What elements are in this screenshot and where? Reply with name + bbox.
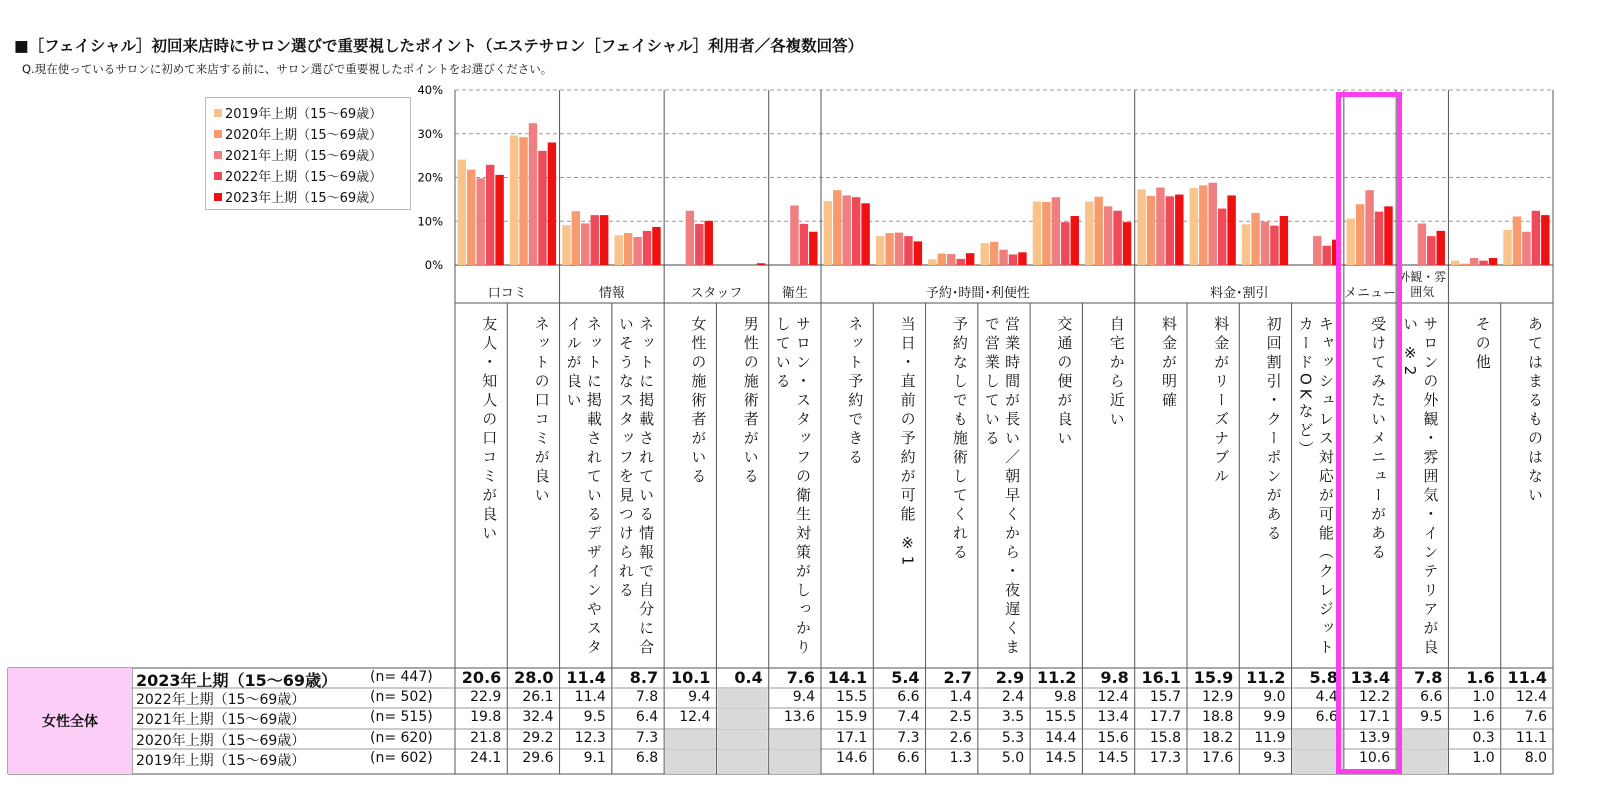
table-cell: 29.6 — [522, 750, 554, 766]
bar — [1384, 206, 1392, 265]
table-cell: 15.5 — [1045, 709, 1077, 725]
table-cell: 9.3 — [1263, 750, 1286, 766]
bar — [914, 241, 922, 265]
table-cell: 7.8 — [635, 689, 659, 705]
bar — [495, 175, 503, 265]
table-cell: 32.4 — [522, 709, 554, 725]
table-cell: 13.9 — [1358, 730, 1391, 746]
table-cell: 1.4 — [949, 689, 972, 705]
table-cell: 14.6 — [836, 750, 868, 766]
bar — [1147, 196, 1155, 265]
table-cell: 15.9 — [836, 709, 868, 725]
table-cell: 2.4 — [1001, 689, 1025, 705]
table-cell: 11.2 — [1246, 668, 1286, 687]
bar — [824, 201, 832, 265]
table-cell: 0.3 — [1472, 730, 1495, 746]
table-cell: 12.4 — [679, 709, 711, 725]
category-label: あてはまるものはない — [1525, 316, 1544, 506]
table-cell: 9.4 — [688, 689, 711, 705]
bar — [1251, 213, 1259, 265]
bar — [1052, 197, 1060, 265]
na-cell — [717, 730, 767, 749]
legend-label: 2019年上期（15～69歳） — [225, 107, 383, 122]
table-cell: 12.4 — [1515, 689, 1547, 705]
bar — [581, 223, 589, 265]
bar — [1532, 211, 1540, 265]
table-cell: 14.4 — [1045, 730, 1077, 746]
bar — [548, 143, 556, 266]
table-cell: 12.2 — [1358, 689, 1391, 705]
page-title: ■［フェイシャル］初回来店時にサロン選びで重要視したポイント（エステサロン［フェイシャル］利用者／各複数回答） — [14, 37, 864, 55]
bar — [695, 224, 703, 265]
legend-swatch — [214, 172, 222, 180]
bar — [1451, 261, 1459, 265]
table-cell: 11.4 — [566, 668, 606, 687]
table-cell: 7.3 — [897, 730, 920, 746]
category-label: ネットに掲載されている情報で自分に合いそうなスタッフを見つけられる — [616, 316, 656, 658]
table-cell: 0.4 — [734, 668, 763, 687]
bar — [1375, 212, 1383, 265]
table-cell: 5.8 — [1309, 668, 1338, 687]
bar — [538, 151, 546, 265]
legend-label: 2023年上期（15～69歳） — [225, 191, 383, 206]
bar — [486, 165, 494, 265]
bar — [1227, 195, 1235, 265]
table-cell: 12.3 — [574, 730, 606, 746]
table-cell: 12.9 — [1202, 689, 1234, 705]
bar — [467, 170, 475, 265]
table-row-label: 2023年上期（15～69歳） — [136, 671, 338, 690]
bar — [1137, 189, 1145, 265]
bar — [1437, 231, 1445, 265]
bar — [938, 254, 946, 265]
y-tick-label: 20% — [417, 170, 443, 185]
table-row-label: 2021年上期（15～69歳） — [136, 712, 306, 728]
table-row-label: 2019年上期（15～69歳） — [136, 753, 306, 769]
bar — [1042, 202, 1050, 265]
table-cell: 18.8 — [1202, 709, 1234, 725]
table-cell: 26.1 — [522, 689, 554, 705]
table-cell: 6.6 — [897, 689, 920, 705]
group-label: 料金･割引 — [1210, 286, 1269, 301]
table-cell: 5.0 — [1001, 750, 1025, 766]
category-label: 初回割引・クーポンがある — [1264, 316, 1283, 544]
table-cell: 9.8 — [1100, 668, 1129, 687]
na-cell — [770, 730, 820, 749]
bar — [458, 160, 466, 265]
bar — [633, 237, 641, 265]
na-cell — [717, 709, 767, 729]
table-cell: 1.3 — [949, 750, 972, 766]
bar — [643, 231, 651, 265]
table-cell: 7.4 — [897, 709, 920, 725]
table-cell: 6.8 — [635, 750, 659, 766]
bar — [1280, 216, 1288, 265]
bar — [614, 235, 622, 265]
table-cell: 7.8 — [1414, 668, 1443, 687]
table-cell: 6.6 — [1420, 689, 1443, 705]
bar — [1460, 264, 1468, 265]
bar — [1071, 216, 1079, 265]
na-cell — [665, 730, 715, 749]
table-cell: 15.6 — [1097, 730, 1129, 746]
table-cell: 13.4 — [1097, 709, 1129, 725]
bar — [1489, 258, 1497, 265]
bar — [1479, 261, 1487, 265]
bar — [591, 215, 599, 265]
table-cell: 9.5 — [583, 709, 606, 725]
bar — [966, 253, 974, 265]
group-label: 予約･時間･利便性 — [925, 286, 1030, 301]
legend-item — [214, 123, 410, 144]
table-cell: 1.6 — [1466, 668, 1495, 687]
bar — [790, 206, 798, 266]
bar — [852, 197, 860, 265]
table-cell: 19.8 — [470, 709, 502, 725]
table-cell: 17.7 — [1149, 709, 1181, 725]
bar — [510, 136, 518, 266]
group-label: スタッフ — [690, 286, 743, 301]
table-cell: 9.4 — [792, 689, 815, 705]
bar — [1503, 230, 1511, 265]
table-cell: 18.2 — [1202, 730, 1234, 746]
table-cell: 22.9 — [470, 689, 502, 705]
legend — [205, 97, 411, 210]
bar — [1104, 206, 1112, 265]
na-cell — [717, 689, 767, 708]
bar — [843, 195, 851, 265]
category-label: 当日・直前の予約が可能 ※1 — [898, 316, 917, 570]
table-cell: 9.5 — [1420, 709, 1443, 725]
table-cell: 3.5 — [1001, 709, 1025, 725]
table-cell: 14.5 — [1097, 750, 1129, 766]
table-row-n: (n= 502) — [370, 689, 433, 705]
bar — [904, 236, 912, 265]
table-cell: 13.4 — [1350, 668, 1391, 687]
category-label: キャッシュレス対応が可能（クレジットカードOKなど） — [1296, 316, 1335, 658]
legend-item — [214, 102, 410, 123]
table-cell: 9.0 — [1263, 689, 1286, 705]
bar — [477, 178, 485, 265]
bar — [572, 211, 580, 265]
bar — [1323, 246, 1331, 265]
na-cell — [665, 750, 715, 774]
table-cell: 15.5 — [836, 689, 868, 705]
category-label: 予約なしでも施術してくれる — [950, 316, 969, 563]
legend-swatch — [214, 193, 222, 201]
legend-swatch — [214, 130, 222, 138]
bar — [980, 243, 988, 265]
table-cell: 2.6 — [949, 730, 972, 746]
table-cell: 1.0 — [1472, 689, 1495, 705]
bar — [1513, 216, 1521, 265]
table-cell: 17.1 — [836, 730, 868, 746]
table-cell: 6.4 — [635, 709, 659, 725]
bar — [1094, 197, 1102, 265]
table-cell: 21.8 — [470, 730, 502, 746]
table-cell: 4.4 — [1315, 689, 1338, 705]
legend-item — [214, 186, 410, 207]
table-cell: 11.1 — [1515, 730, 1547, 746]
table-row-n: (n= 602) — [370, 750, 433, 766]
bar — [1175, 195, 1183, 265]
table-cell: 1.0 — [1472, 750, 1495, 766]
table-cell: 14.5 — [1045, 750, 1077, 766]
table-row-label: 2022年上期（15～69歳） — [136, 692, 306, 708]
table-cell: 7.6 — [786, 668, 815, 687]
na-cell — [1397, 750, 1447, 774]
na-cell — [770, 750, 820, 774]
table-cell: 17.3 — [1149, 750, 1181, 766]
category-label: 友人・知人の口コミが良い — [480, 316, 499, 544]
category-label: 交通の便が良い — [1055, 316, 1074, 449]
bar — [1199, 185, 1207, 265]
table-cell: 17.1 — [1358, 709, 1391, 725]
category-label: 男性の施術者がいる — [741, 316, 760, 487]
bar — [1418, 223, 1426, 265]
table-cell: 2.5 — [949, 709, 972, 725]
bar — [1190, 188, 1198, 265]
table-row-label: 2020年上期（15～69歳） — [136, 733, 306, 749]
table-cell: 11.4 — [574, 689, 606, 705]
category-label: 料金がリーズナブル — [1212, 316, 1231, 487]
y-tick-label: 10% — [417, 214, 443, 229]
table-cell: 2.9 — [995, 668, 1025, 687]
category-label: 受けてみたいメニューがある — [1369, 316, 1388, 563]
bar — [1332, 240, 1340, 265]
bar — [652, 227, 660, 265]
table-cell: 6.6 — [1315, 709, 1338, 725]
table-cell: 7.3 — [635, 730, 659, 746]
na-cell — [1397, 730, 1447, 749]
legend-item — [214, 165, 410, 186]
table-cell: 13.6 — [783, 709, 815, 725]
table-cell: 20.6 — [461, 668, 502, 687]
table-cell: 2.7 — [943, 668, 972, 687]
table-cell: 9.1 — [583, 750, 606, 766]
table-cell: 1.6 — [1472, 709, 1495, 725]
table-cell: 8.7 — [629, 668, 659, 687]
na-cell — [717, 750, 767, 774]
bar — [1346, 219, 1354, 265]
y-tick-label: 30% — [417, 126, 443, 141]
bar — [999, 250, 1007, 265]
bar — [861, 203, 869, 265]
legend-label: 2022年上期（15～69歳） — [225, 170, 383, 185]
category-label: ネットの口コミが良い — [532, 316, 551, 506]
bar — [990, 242, 998, 265]
bar — [947, 254, 955, 265]
table-cell: 14.1 — [827, 668, 868, 687]
table-row-n: (n= 515) — [370, 709, 433, 725]
table-cell: 7.6 — [1524, 709, 1547, 725]
bar — [1522, 232, 1530, 265]
group-label: 衛生 — [781, 286, 808, 301]
bar — [757, 263, 765, 265]
bar — [1209, 183, 1217, 265]
bar — [519, 137, 527, 265]
bar — [928, 259, 936, 265]
table-cell: 9.8 — [1054, 689, 1077, 705]
table-cell: 15.8 — [1149, 730, 1181, 746]
table-cell: 10.6 — [1358, 750, 1391, 766]
table-cell: 15.7 — [1149, 689, 1181, 705]
legend-swatch — [214, 109, 222, 117]
bar — [1009, 255, 1017, 266]
bar — [1061, 222, 1069, 265]
table-cell: 10.1 — [670, 668, 711, 687]
table-cell: 5.4 — [891, 668, 920, 687]
table-cell: 6.6 — [897, 750, 920, 766]
bar — [529, 123, 537, 265]
legend-swatch — [214, 151, 222, 159]
table-cell: 12.4 — [1097, 689, 1129, 705]
group-label: 外観・雰囲気 — [1398, 270, 1447, 299]
table-cell: 17.6 — [1202, 750, 1234, 766]
legend-label: 2020年上期（15～69歳） — [225, 128, 383, 143]
bar — [705, 221, 713, 265]
legend-item — [214, 144, 410, 165]
bar — [1156, 188, 1164, 265]
bar — [1261, 222, 1269, 265]
table-row-n: (n= 447) — [370, 669, 433, 685]
table-cell: 5.3 — [1001, 730, 1025, 746]
table-cell: 16.1 — [1141, 668, 1181, 687]
na-cell — [1293, 750, 1343, 774]
bar — [1018, 252, 1026, 265]
bar — [1427, 236, 1435, 265]
bar — [1365, 190, 1373, 265]
bar — [624, 233, 632, 265]
category-label: サロンの外観・雰囲気・インテリアが良い ※2 — [1401, 316, 1440, 658]
y-tick-label: 0% — [424, 258, 443, 272]
category-label: ネット予約できる — [846, 316, 865, 468]
bar — [1313, 236, 1321, 265]
bar — [833, 190, 841, 265]
category-label: ネットに掲載されているデザインやスタイルが良い — [564, 316, 603, 658]
bar — [1218, 209, 1226, 265]
bar — [600, 215, 608, 265]
bar — [1113, 211, 1121, 265]
category-label: 営業時間が長い／朝早くから・夜遅くまで営業している — [982, 316, 1022, 658]
bar — [1541, 215, 1549, 265]
table-cell: 9.9 — [1263, 709, 1286, 725]
bar — [876, 236, 884, 265]
table-cell: 29.2 — [522, 730, 554, 746]
group-label: 情報 — [598, 286, 625, 301]
category-label: サロン・スタッフの衛生対策がしっかりしている — [773, 316, 812, 658]
y-tick-label: 40% — [417, 83, 443, 97]
question-text: Q.現在使っているサロンに初めて来店する前に、サロン選びで重要視したポイントをお選びください。 — [22, 62, 553, 76]
bar — [1356, 204, 1364, 265]
bar — [1270, 226, 1278, 265]
bar — [1033, 202, 1041, 265]
category-label: その他 — [1473, 316, 1492, 373]
table-cell: 11.9 — [1254, 730, 1286, 746]
table-row-n: (n= 620) — [370, 730, 433, 746]
table-cell: 28.0 — [514, 668, 554, 687]
bar — [1166, 196, 1174, 265]
bar — [1123, 222, 1131, 265]
bar — [895, 233, 903, 265]
table-cell: 24.1 — [470, 750, 502, 766]
table-cell: 11.4 — [1507, 668, 1547, 687]
group-label: メニュー — [1343, 286, 1396, 301]
group-row-label: 女性全体 — [8, 668, 132, 774]
bar — [1470, 258, 1478, 265]
category-label: 料金が明確 — [1159, 316, 1178, 411]
bar — [957, 259, 965, 265]
bar — [562, 225, 570, 265]
bar — [686, 211, 694, 265]
legend-label: 2021年上期（15～69歳） — [225, 149, 383, 164]
category-label: 女性の施術者がいる — [689, 316, 708, 487]
bar — [1085, 202, 1093, 265]
bar — [809, 232, 817, 265]
table-cell: 15.9 — [1193, 668, 1234, 687]
table-cell: 8.0 — [1524, 750, 1547, 766]
bar — [885, 233, 893, 265]
category-label: 自宅から近い — [1107, 316, 1126, 430]
bar — [800, 224, 808, 265]
group-label: 口コミ — [487, 286, 527, 301]
table-cell: 11.2 — [1036, 668, 1077, 687]
bar — [1242, 224, 1250, 265]
na-cell — [1293, 730, 1343, 749]
